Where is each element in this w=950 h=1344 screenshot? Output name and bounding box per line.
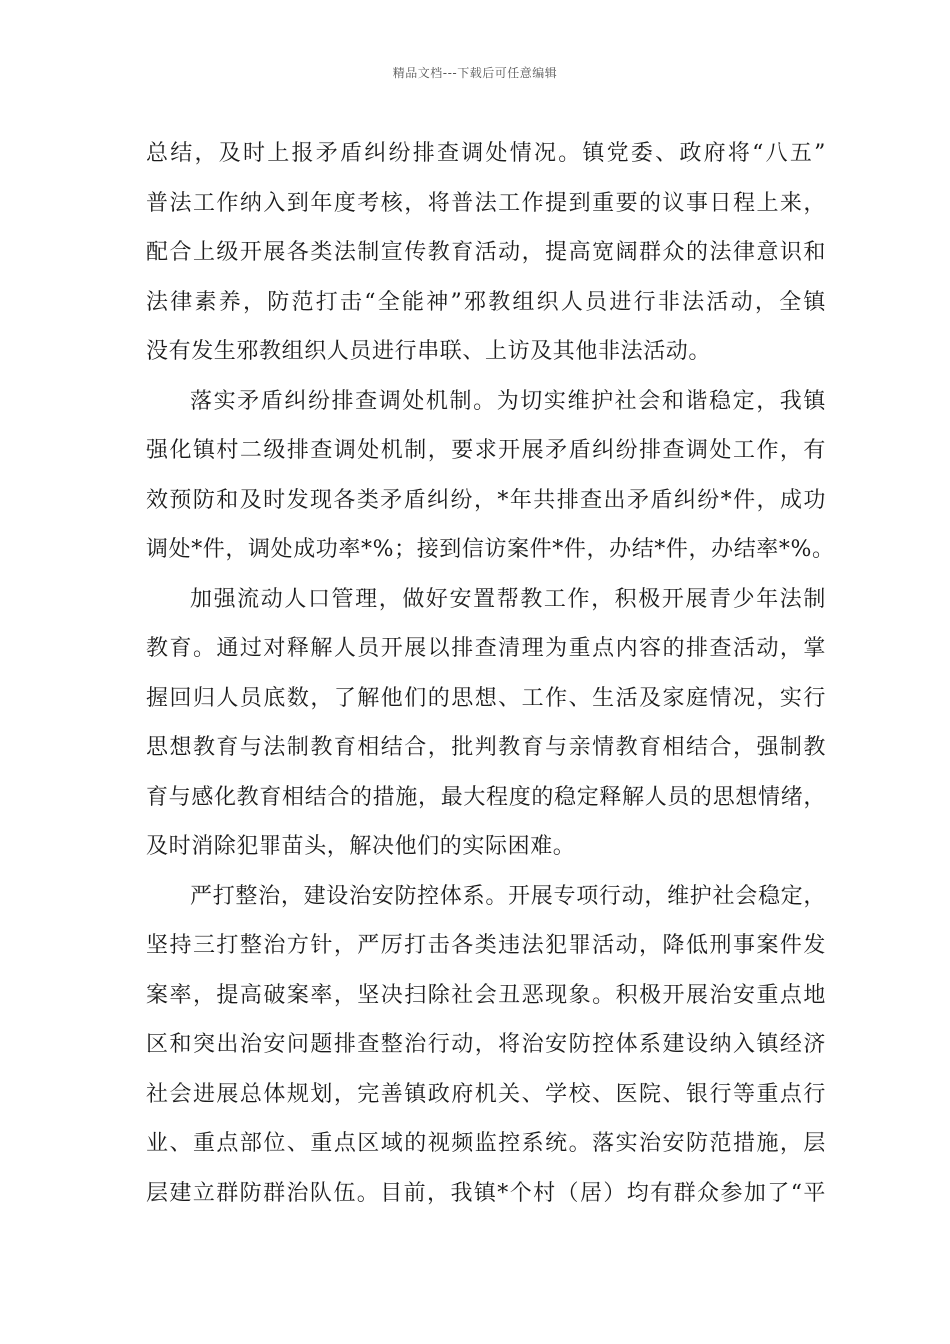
text-line: 育与感化教育相结合的措施，最大程度的稳定释解人员的思想情绪， [146, 784, 826, 810]
text-line: 教育。通过对释解人员开展以排查清理为重点内容的排查活动，掌 [146, 636, 826, 661]
text-line: 普法工作纳入到年度考核，将普法工作提到重要的议事日程上来， [146, 190, 826, 216]
text-line: 坚持三打整治方针，严厉打击各类违法犯罪活动，降低刑事案件发 [146, 933, 826, 958]
text-line: 严打整治，建设治安防控体系。开展专项行动，维护社会稳定， [190, 883, 826, 909]
document-body [146, 129, 835, 1218]
text-line: 配合上级开展各类法制宣传教育活动，提高宽阔群众的法律意识和 [146, 240, 826, 265]
page-header: 精品文档---下载后可任意编辑 [392, 66, 558, 80]
text-line: 法律素养，防范打击“全能神”邪教组织人员进行非法活动，全镇 [146, 289, 826, 315]
text-line: 及时消除犯罪苗头，解决他们的实际困难。 [146, 834, 576, 859]
text-line: 区和突出治安问题排查整治行动，将治安防控体系建设纳入镇经济 [146, 1032, 826, 1057]
text-line: 效预防和及时发现各类矛盾纠纷，*年共排查出矛盾纠纷*件，成功 [146, 487, 826, 513]
text-line: 握回归人员底数，了解他们的思想、工作、生活及家庭情况，实行 [146, 685, 826, 711]
text-line: 层建立群防群治队伍。目前，我镇*个村（居）均有群众参加了“平 [146, 1180, 826, 1206]
paragraph [146, 129, 826, 377]
text-line: 调处*件，调处成功率*%；接到信访案件*件，办结*件，办结率*%。 [146, 537, 835, 562]
text-line: 业、重点部位、重点区域的视频监控系统。落实治安防范措施，层 [146, 1131, 826, 1156]
paragraph [146, 872, 826, 1219]
text-line: 强化镇村二级排查调处机制，要求开展矛盾纠纷排查调处工作，有 [146, 438, 826, 463]
text-line: 总结，及时上报矛盾纠纷排查调处情况。镇党委、政府将“八五” [146, 141, 826, 166]
text-line: 社会进展总体规划，完善镇政府机关、学校、医院、银行等重点行 [146, 1081, 826, 1107]
paragraph [146, 575, 826, 872]
text-line: 加强流动人口管理，做好安置帮教工作，积极开展青少年法制 [190, 586, 826, 612]
paragraph [146, 377, 835, 575]
text-line: 案率，提高破案率，坚决扫除社会丑恶现象。积极开展治安重点地 [146, 982, 826, 1008]
text-line: 落实矛盾纠纷排查调处机制。为切实维护社会和谐稳定，我镇 [190, 388, 826, 414]
text-line: 思想教育与法制教育相结合，批判教育与亲情教育相结合，强制教 [146, 735, 826, 760]
text-line: 没有发生邪教组织人员进行串联、上访及其他非法活动。 [146, 339, 712, 364]
